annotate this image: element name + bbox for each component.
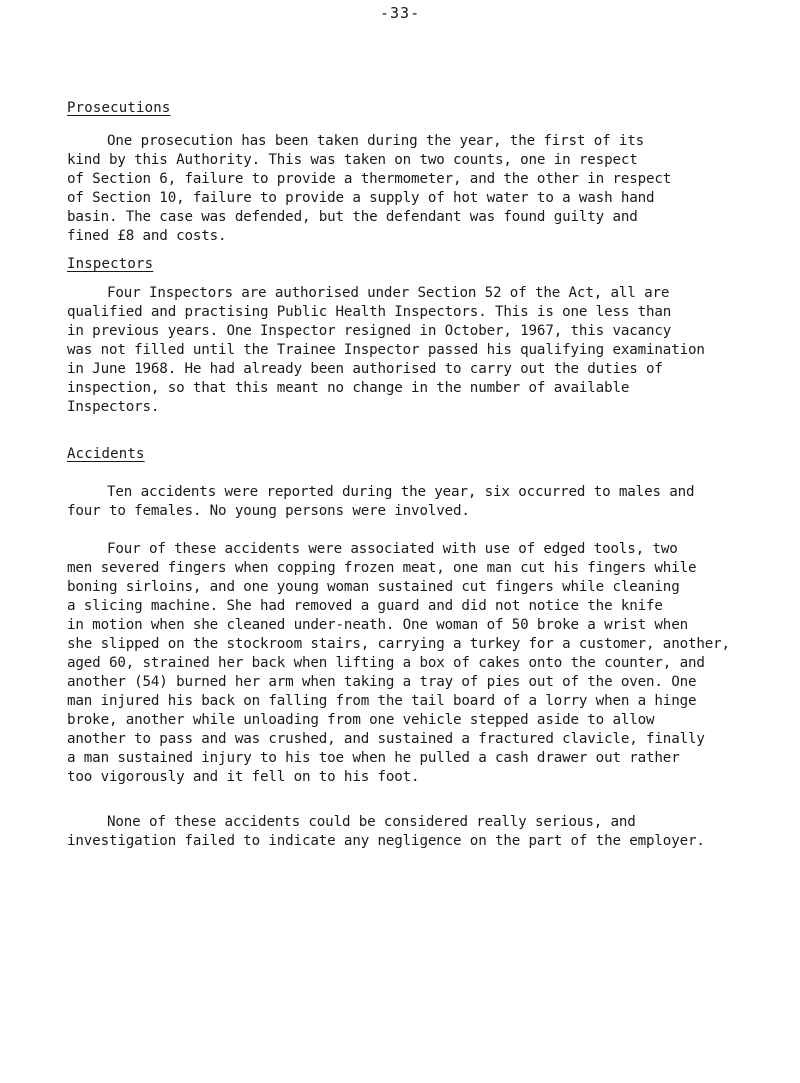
text-line: fined £8 and costs.: [67, 228, 227, 244]
text-line: another to pass and was crushed, and sustained a fractured clavicle, finally: [67, 731, 705, 747]
text-line: None of these accidents could be considered really serious, and: [107, 814, 636, 830]
heading-prosecutions: Prosecutions: [67, 100, 171, 116]
text-line: Inspectors.: [67, 399, 160, 415]
accidents-paragraph-3: [67, 813, 797, 851]
text-line: a slicing machine. She had removed a guard and did not notice the knife: [67, 598, 663, 614]
text-line: a man sustained injury to his toe when he pulled a cash drawer out rather: [67, 750, 680, 766]
text-line: men severed fingers when copping frozen meat, one man cut his fingers while: [67, 560, 697, 576]
text-line: boning sirloins, and one young woman sustained cut fingers while cleaning: [67, 579, 680, 595]
text-line: kind by this Authority. This was taken on two counts, one in respect: [67, 152, 638, 168]
prosecutions-paragraph: [67, 132, 797, 246]
text-line: Ten accidents were reported during the year, six occurred to males and: [107, 484, 695, 500]
heading-inspectors: Inspectors: [67, 256, 154, 272]
text-line: of Section 10, failure to provide a supply of hot water to a wash hand: [67, 190, 655, 206]
text-line: was not filled until the Trainee Inspector passed his qualifying examination: [67, 342, 705, 358]
text-line: inspection, so that this meant no change in the number of available: [67, 380, 630, 396]
text-line: basin. The case was defended, but the defendant was found guilty and: [67, 209, 638, 225]
heading-accidents: Accidents: [67, 446, 145, 462]
text-line: in previous years. One Inspector resigned in October, 1967, this vacancy: [67, 323, 672, 339]
text-line: Four Inspectors are authorised under Section 52 of the Act, all are: [107, 285, 670, 301]
page-number: -33-: [380, 4, 421, 22]
inspectors-paragraph: [67, 284, 797, 417]
text-line: broke, another while unloading from one vehicle stepped aside to allow: [67, 712, 655, 728]
text-line: of Section 6, failure to provide a thermometer, and the other in respect: [67, 171, 672, 187]
text-line: too vigorously and it fell on to his foot.: [67, 769, 420, 785]
accidents-paragraph-2: [67, 540, 797, 787]
text-line: in June 1968. He had already been authorised to carry out the duties of: [67, 361, 663, 377]
text-line: qualified and practising Public Health Inspectors. This is one less than: [67, 304, 672, 320]
text-line: four to females. No young persons were involved.: [67, 503, 470, 519]
text-line: Four of these accidents were associated with use of edged tools, two: [107, 541, 678, 557]
accidents-paragraph-1: [67, 483, 797, 521]
text-line: another (54) burned her arm when taking a tray of pies out of the oven. One: [67, 674, 697, 690]
text-line: she slipped on the stockroom stairs, carrying a turkey for a customer, another,: [67, 636, 730, 652]
text-line: One prosecution has been taken during the year, the first of its: [107, 133, 645, 149]
text-line: in motion when she cleaned under-neath. One woman of 50 broke a wrist when: [67, 617, 688, 633]
text-line: aged 60, strained her back when lifting a box of cakes onto the counter, and: [67, 655, 705, 671]
text-line: investigation failed to indicate any negligence on the part of the employer.: [67, 833, 705, 849]
text-line: man injured his back on falling from the tail board of a lorry when a hinge: [67, 693, 697, 709]
